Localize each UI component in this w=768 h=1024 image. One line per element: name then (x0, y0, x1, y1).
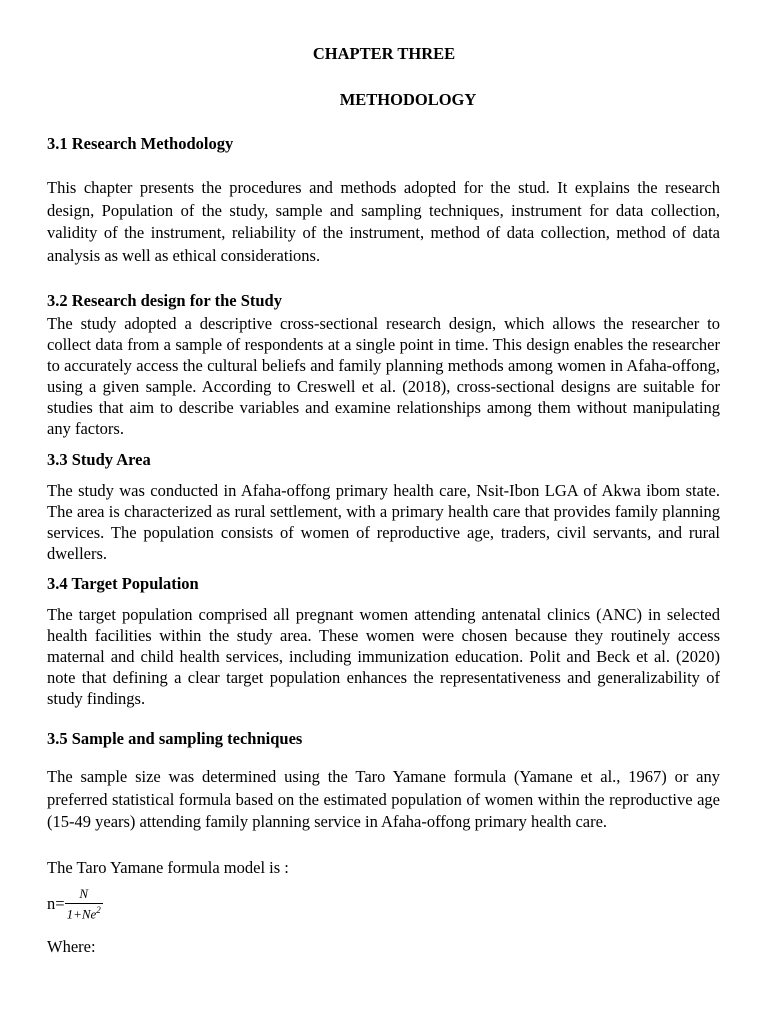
where-label: Where: (47, 937, 96, 956)
section-text-3-5: The sample size was determined using the Taro Yamane formula (Yamane et al., 1967) or any preferred statistical formula based on the estimated population of women within the reproductive age (15-49 years) attending family planning service in Afaha-offong primary health care. (47, 767, 720, 831)
chapter-label: CHAPTER THREE (312, 44, 456, 63)
formula-exponent: 2 (96, 905, 101, 915)
section-text-3-3: The study was conducted in Afaha-offong primary health care, Nsit-Ibon LGA of Akwa ibom state. The area is characterized as rural settlement, with a primary health care that provides family planning services. The population consists of women of reproductive age, traders, civil servants, and rural dwellers. (47, 481, 720, 563)
section-text-3-2: The study adopted a descriptive cross-sectional research design, which allows the researcher to collect data from a sample of respondents at a single point in time. This design enables the researcher to accurately access the cultural beliefs and family planning methods among women in Afaha-offong, using a given sample. According to Creswell et al. (2018), cross-sectional designs are suitable for studies that aim to describe variables and examine relationships among them without manipulating any factors. (47, 314, 720, 438)
section-heading-3-4: 3.4 Target Population (47, 574, 199, 593)
section-text-3-1: This chapter presents the procedures and methods adopted for the stud. It explains the research design, Population of the study, sample and sampling techniques, instrument for data collection, validity of the instrument, reliability of the instrument, method of data collection, method of data analysis as well as ethical considerations. (47, 178, 720, 265)
section-heading-3-1: 3.1 Research Methodology (47, 134, 234, 153)
formula-denominator-base: 1+Ne (66, 906, 97, 922)
section-heading-3-3: 3.3 Study Area (47, 450, 151, 469)
section-text-3-4: The target population comprised all pregnant women attending antenatal clinics (ANC) in selected health facilities within the study area. These women were chosen because they routinely access maternal and child health services, including immunization education. Polit and Beck et al. (2020) note that defining a clear target population enhances the representativeness and generalizability of study findings. (47, 605, 720, 708)
formula-intro: The Taro Yamane formula model is : (47, 858, 289, 877)
page-title: METHODOLOGY (339, 90, 477, 109)
taro-yamane-formula (47, 886, 103, 922)
formula-denominator (65, 903, 103, 922)
section-heading-3-2: 3.2 Research design for the Study (47, 291, 282, 310)
formula-lhs: n= (47, 894, 65, 914)
formula-numerator: N (79, 886, 88, 901)
formula-fraction (65, 886, 103, 922)
section-heading-3-5: 3.5 Sample and sampling techniques (47, 729, 303, 748)
